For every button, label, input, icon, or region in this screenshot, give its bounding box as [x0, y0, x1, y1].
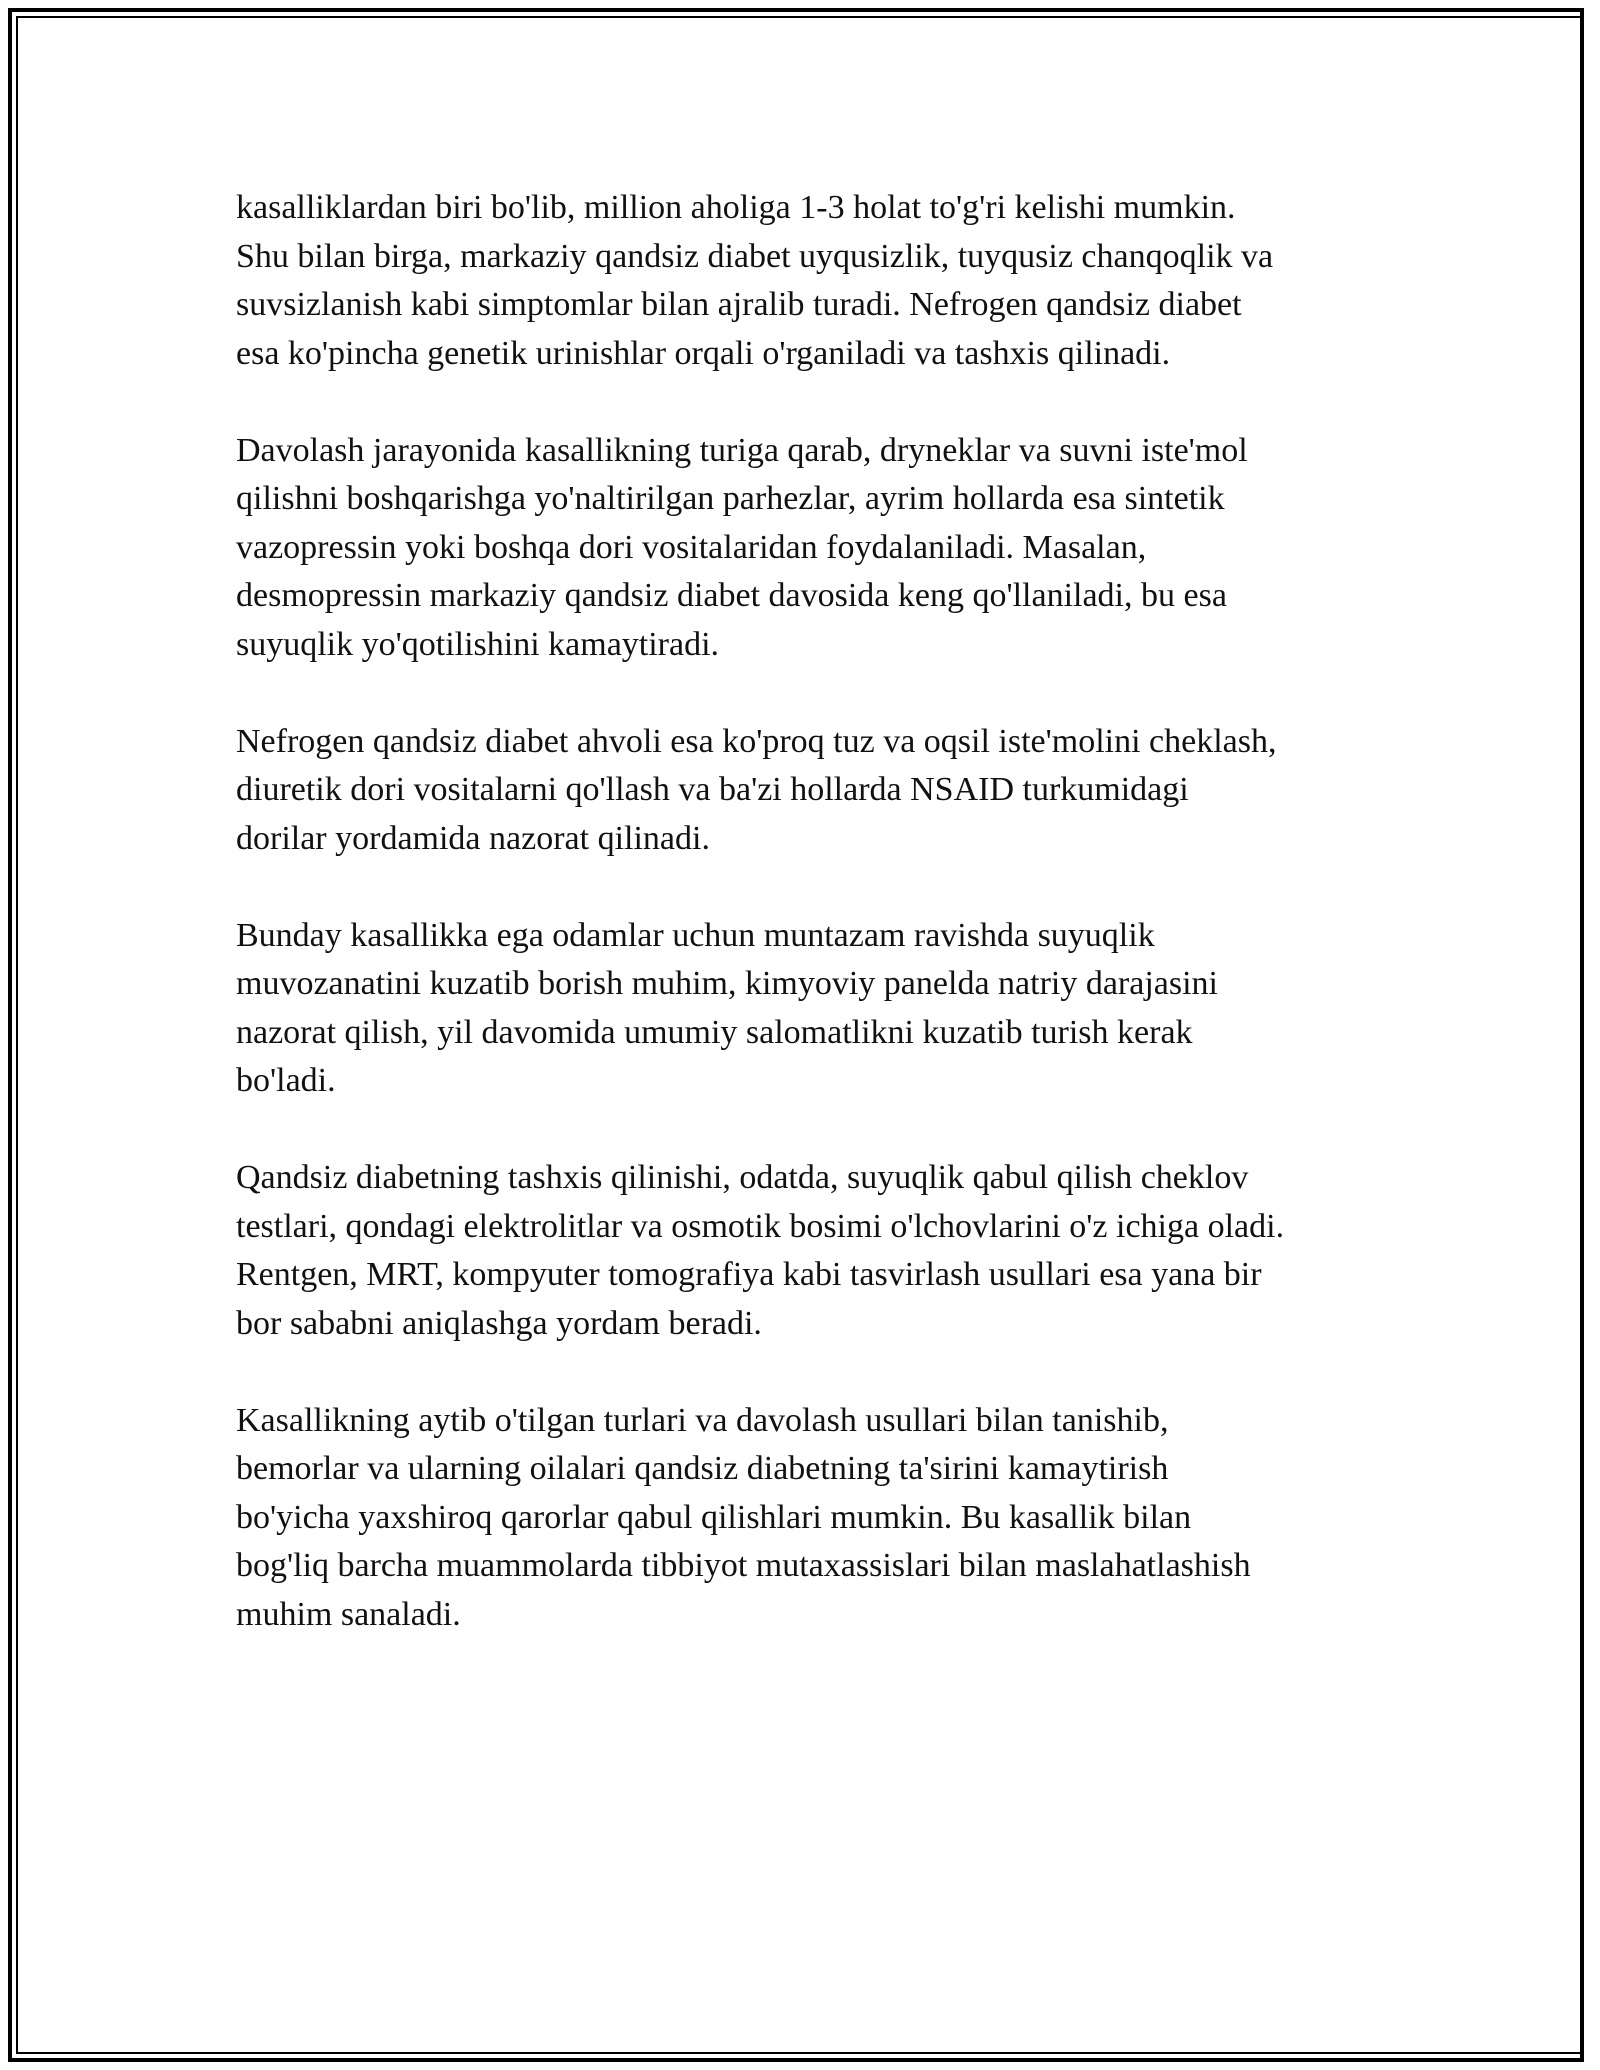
text-line: esa ko'pincha genetik urinishlar orqali o'rganiladi va tashxis qilinadi. — [236, 334, 1171, 372]
text-line: diuretik dori vositalarni qo'llash va ba'zi hollarda NSAID turkumidagi — [236, 771, 1189, 808]
paragraph-1 — [236, 184, 1396, 378]
text-line: bor sababni aniqlashga yordam beradi. — [236, 1304, 762, 1342]
text-line: Nefrogen qandsiz diabet ahvoli esa ko'proq tuz va oqsil iste'molini cheklash, — [236, 722, 1277, 760]
text-line: qilishni boshqarishga yo'naltirilgan parhezlar, ayrim hollarda esa sintetik — [236, 480, 1225, 517]
text-line: bo'ladi. — [236, 1062, 336, 1099]
text-line: Davolash jarayonida kasallikning turiga qarab, dryneklar va suvni iste'mol — [236, 431, 1248, 469]
text-line: testlari, qondagi elektrolitlar va osmotik bosimi o'lchovlarini o'z ichiga oladi. — [236, 1207, 1285, 1245]
paragraph-2 — [236, 427, 1396, 670]
paragraph-3 — [236, 718, 1396, 864]
text-line: bo'yicha yaxshiroq qarorlar qabul qilishlari mumkin. Bu kasallik bilan — [236, 1498, 1192, 1536]
text-line: dorilar yordamida nazorat qilinadi. — [236, 819, 710, 857]
paragraph-5 — [236, 1154, 1396, 1348]
paragraph-6 — [236, 1397, 1396, 1640]
text-line: desmopressin markaziy qandsiz diabet davosida keng qo'llaniladi, bu esa — [236, 577, 1227, 614]
text-line: suvsizlanish kabi simptomlar bilan ajralib turadi. Nefrogen qandsiz diabet — [236, 286, 1242, 323]
text-line: Shu bilan birga, markaziy qandsiz diabet uyqusizlik, tuyqusiz chanqoqlik va — [236, 237, 1274, 275]
text-line: bemorlar va ularning oilalari qandsiz diabetning ta'sirini kamaytirish — [236, 1450, 1169, 1487]
text-line: Kasallikning aytib o'tilgan turlari va davolash usullari bilan tanishib, — [236, 1401, 1169, 1439]
text-line: bog'liq barcha muammolarda tibbiyot mutaxassislari bilan maslahatlashish — [236, 1547, 1251, 1584]
text-line: muvozanatini kuzatib borish muhim, kimyoviy panelda natriy darajasini — [236, 965, 1218, 1002]
document-body — [236, 184, 1396, 1688]
text-line: kasalliklardan biri bo'lib, million aholiga 1-3 holat to'g'ri kelishi mumkin. — [236, 189, 1236, 226]
text-line: Bunday kasallikka ega odamlar uchun muntazam ravishda suyuqlik — [236, 916, 1155, 954]
text-line: Rentgen, MRT, kompyuter tomografiya kabi tasvirlash usullari esa yana bir — [236, 1256, 1262, 1293]
text-line: muhim sanaladi. — [236, 1595, 461, 1633]
text-line: nazorat qilish, yil davomida umumiy salomatlikni kuzatib turish kerak — [236, 1013, 1193, 1051]
text-line: Qandsiz diabetning tashxis qilinishi, odatda, suyuqlik qabul qilish cheklov — [236, 1159, 1249, 1196]
text-line: vazopressin yoki boshqa dori vositalaridan foydalaniladi. Masalan, — [236, 528, 1147, 566]
text-line: suyuqlik yo'qotilishini kamaytiradi. — [236, 625, 720, 663]
paragraph-4 — [236, 912, 1396, 1106]
